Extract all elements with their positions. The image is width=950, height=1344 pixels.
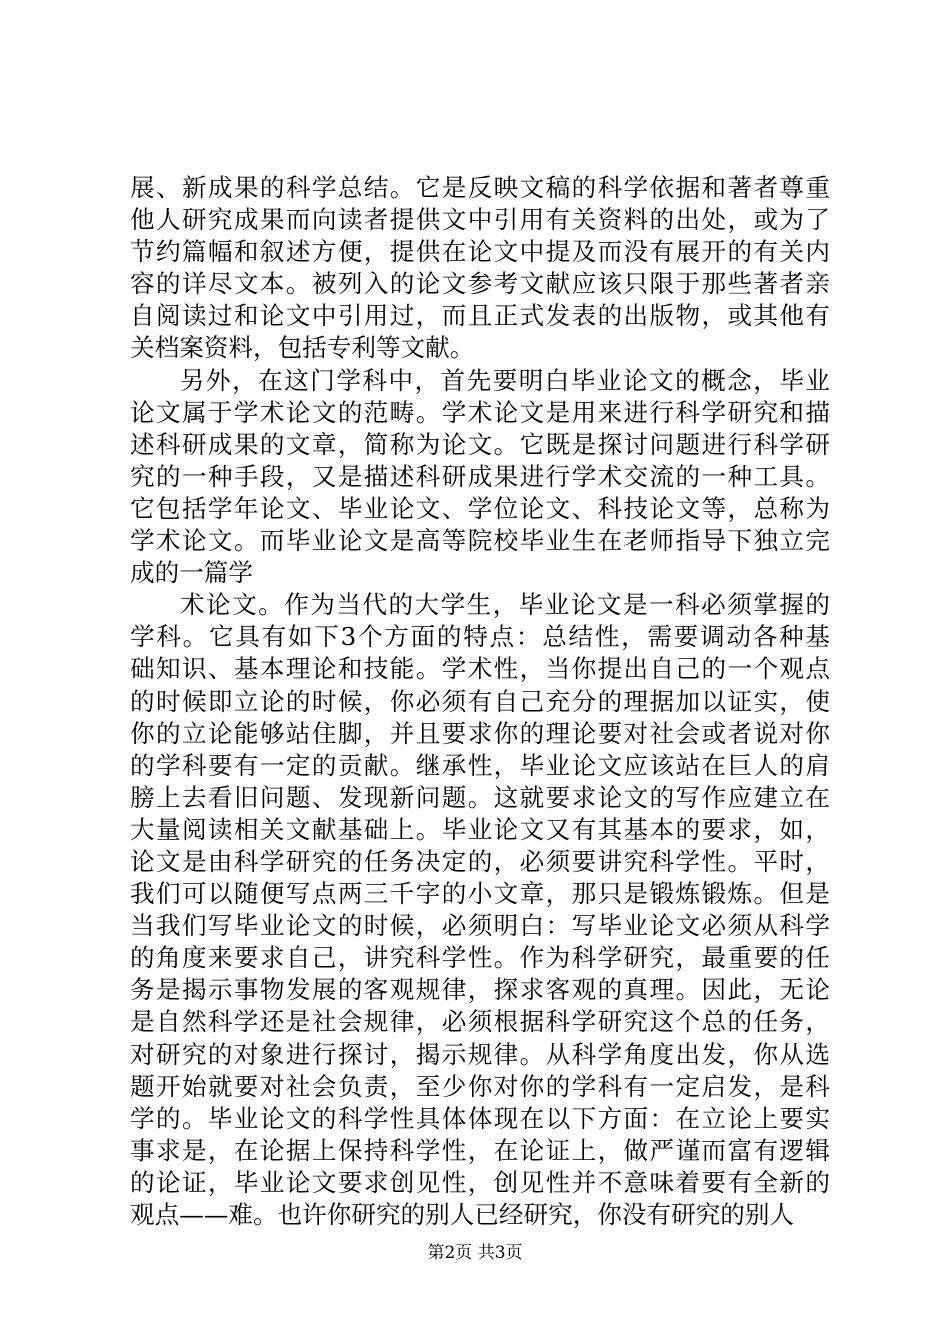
text-line: 关档案资料，包括专利等文献。 (130, 333, 475, 363)
page-footer: 第2页 共3页 (427, 1243, 523, 1263)
text-line: 术论文。作为当代的大学生，毕业论文是一科必须掌握的 (180, 590, 830, 620)
text-line: 容的详尽文本。被列入的论文参考文献应该只限于那些著者亲 (130, 269, 830, 299)
text-line: 是自然科学还是社会规律，必须根据科学研究这个总的任务， (130, 1007, 830, 1037)
text-line: 当我们写毕业论文的时候，必须明白：写毕业论文必须从科学 (130, 911, 830, 941)
paragraph (130, 365, 830, 590)
text-line: 的角度来要求自己，讲究科学性。作为科学研究，最重要的任 (130, 943, 830, 973)
text-line: 题开始就要对社会负责，至少你对你的学科有一定启发，是科 (130, 1071, 830, 1101)
text-line: 学的。毕业论文的科学性具体体现在以下方面：在立论上要实 (130, 1103, 830, 1133)
body-text (130, 172, 830, 1231)
text-line: 论文属于学术论文的范畴。学术论文是用来进行科学研究和描 (130, 397, 830, 427)
text-line: 学科。它具有如下3个方面的特点：总结性，需要调动各种基 (130, 622, 830, 652)
text-line: 成的一篇学 (130, 558, 253, 588)
text-line: 你的立论能够站住脚，并且要求你的理论要对社会或者说对你 (130, 718, 830, 748)
text-line: 事求是，在论据上保持科学性，在论证上，做严谨而富有逻辑 (130, 1135, 830, 1165)
text-line: 他人研究成果而向读者提供文中引用有关资料的出处，或为了 (130, 205, 830, 235)
text-line: 的论证，毕业论文要求创见性，创见性并不意味着要有全新的 (130, 1167, 830, 1197)
paragraph (130, 589, 830, 1231)
text-line: 对研究的对象进行探讨，揭示规律。从科学角度出发，你从选 (130, 1039, 830, 1069)
text-line: 观点——难。也许你研究的别人已经研究，你没有研究的别人 (130, 1200, 795, 1229)
text-line: 的时候即立论的时候，你必须有自己充分的理据加以证实，使 (130, 686, 830, 716)
text-line: 另外，在这门学科中，首先要明白毕业论文的概念，毕业 (180, 365, 830, 395)
text-line: 论文是由科学研究的任务决定的，必须要讲究科学性。平时， (130, 846, 830, 876)
text-line: 究的一种手段，又是描述科研成果进行学术交流的一种工具。 (130, 461, 830, 491)
text-line: 自阅读过和论文中引用过，而且正式发表的出版物，或其他有 (130, 301, 830, 331)
text-line: 述科研成果的文章，简称为论文。它既是探讨问题进行科学研 (130, 429, 830, 459)
text-line: 的学科要有一定的贡献。继承性，毕业论文应该站在巨人的肩 (130, 750, 830, 780)
paragraph (130, 172, 830, 365)
text-line: 我们可以随便写点两三千字的小文章，那只是锻炼锻炼。但是 (130, 879, 830, 909)
text-line: 展、新成果的科学总结。它是反映文稿的科学依据和著者尊重 (130, 173, 830, 202)
text-line: 务是揭示事物发展的客观规律，探求客观的真理。因此，无论 (130, 975, 830, 1005)
text-line: 学术论文。而毕业论文是高等院校毕业生在老师指导下独立完 (130, 526, 830, 556)
text-line: 大量阅读相关文献基础上。毕业论文又有其基本的要求，如， (130, 814, 830, 844)
text-line: 节约篇幅和叙述方便，提供在论文中提及而没有展开的有关内 (130, 237, 830, 267)
text-line: 膀上去看旧问题、发现新问题。这就要求论文的写作应建立在 (130, 782, 830, 812)
text-line: 础知识、基本理论和技能。学术性，当你提出自己的一个观点 (130, 654, 830, 684)
text-line: 它包括学年论文、毕业论文、学位论文、科技论文等，总称为 (130, 493, 830, 523)
